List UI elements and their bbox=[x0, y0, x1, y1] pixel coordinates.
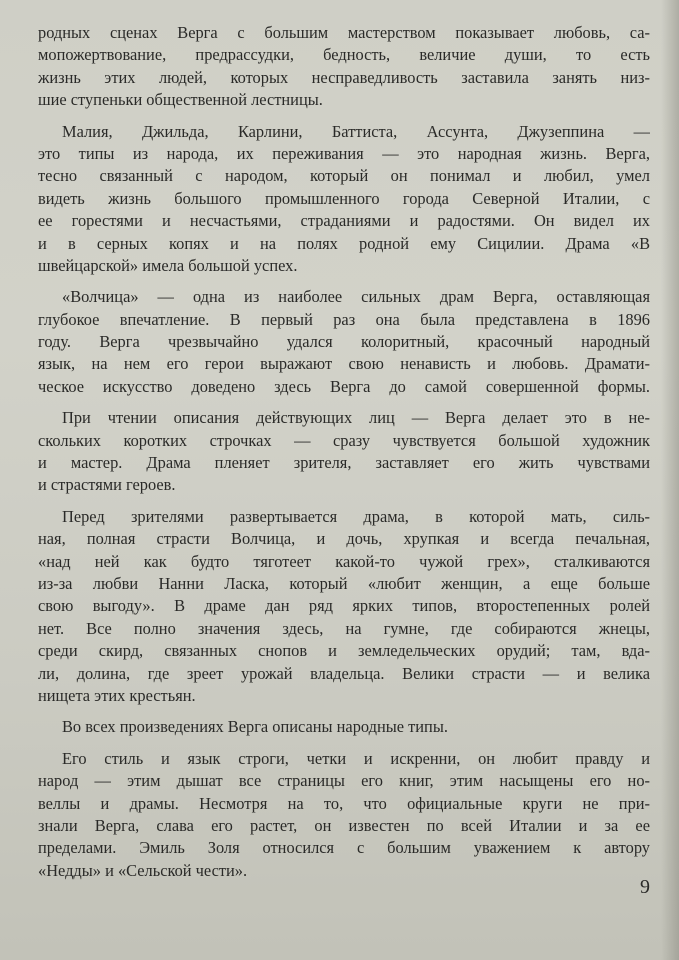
paragraph bbox=[38, 121, 650, 278]
text-line: скольких коротких строчках — сразу чувствуется большой художник bbox=[38, 430, 650, 450]
text-line: ее горестями и несчастьями, страданиями и радостями. Он видел их bbox=[38, 211, 650, 231]
text-line: «Волчица» — одна из наиболее сильных драм Верга, оставляющая bbox=[62, 287, 650, 307]
text-line: видеть жизнь большого промышленного города Северной Италии, с bbox=[38, 188, 650, 208]
text-line: свою выгоду». В драме дан ряд ярких типов, второстепенных ролей bbox=[38, 596, 650, 616]
text-line: и в серных копях и на полях родной ему Сицилии. Драма «В bbox=[38, 233, 650, 253]
text-line: нет. Все полно значения здесь, на гумне, где собираются жнецы, bbox=[38, 618, 650, 638]
text-line: среди скирд, связанных снопов и земледельческих орудий; там, вда- bbox=[38, 641, 650, 661]
text-line: пределами. Эмиль Золя относился с большим уважением к автору bbox=[38, 838, 650, 858]
text-line: из-за любви Нанни Ласка, который «любит женщин, а еще больше bbox=[38, 573, 650, 593]
text-line: «Недды» и «Сельской чести». bbox=[38, 860, 248, 880]
text-line: ли, долина, где зреет урожай владельца. Велики страсти — и велика bbox=[38, 663, 650, 683]
text-line: ная, полная страсти Волчица, и дочь, хрупкая и всегда печальная, bbox=[38, 529, 650, 549]
text-line: При чтении описания действующих лиц — Верга делает это в не- bbox=[62, 408, 650, 428]
paragraph bbox=[38, 506, 650, 708]
text-line: жизнь этих людей, которых несправедливость заставила занять низ- bbox=[38, 67, 650, 87]
page-number: 9 bbox=[640, 876, 650, 898]
paragraph bbox=[38, 716, 650, 738]
text-line: родных сценах Верга с большим мастерством показывает любовь, са- bbox=[38, 23, 650, 42]
paragraph bbox=[38, 748, 650, 882]
text-line: Перед зрителями развертывается драма, в которой мать, силь- bbox=[62, 506, 650, 526]
paragraph bbox=[38, 22, 650, 112]
paragraph bbox=[38, 286, 650, 398]
text-line: знали Верга, слава его растет, он известен по всей Италии и за ее bbox=[38, 815, 650, 835]
text-line: швейцарской» имела большой успех. bbox=[38, 255, 298, 275]
text-line: шие ступеньки общественной лестницы. bbox=[38, 90, 323, 110]
text-line: это типы из народа, их переживания — это народная жизнь. Верга, bbox=[38, 143, 650, 163]
text-line: Его стиль и язык строги, четки и искренни, он любит правду и bbox=[62, 748, 650, 768]
body-text bbox=[38, 22, 650, 882]
text-line: тесно связанный с народом, который он понимал и любил, умел bbox=[38, 166, 650, 186]
text-line: и страстями героев. bbox=[38, 475, 176, 495]
text-line: Во всех произведениях Верга описаны народные типы. bbox=[62, 717, 448, 737]
text-line: Малия, Джильда, Карлини, Баттиста, Ассунта, Джузеппина — bbox=[62, 121, 650, 141]
paragraph bbox=[38, 407, 650, 497]
text-line: ческое искусство доведено здесь Верга до самой совершенной формы. bbox=[38, 376, 650, 396]
text-line: язык, на нем его герои выражают свою ненависть и любовь. Драмати- bbox=[38, 354, 650, 374]
text-line: глубокое впечатление. В первый раз она была представлена в 1896 bbox=[38, 309, 650, 329]
text-line: нищета этих крестьян. bbox=[38, 685, 196, 705]
text-line: «над ней как будто тяготеет какой-то чужой грех», сталкиваются bbox=[38, 551, 650, 571]
text-line: народ — этим дышат все страницы его книг, этим насыщены его но- bbox=[38, 771, 650, 791]
text-line: веллы и драмы. Несмотря на то, что официальные круги не при- bbox=[38, 793, 650, 813]
text-line: и мастер. Драма пленяет зрителя, заставляет его жить чувствами bbox=[38, 453, 650, 473]
text-line: году. Верга чрезвычайно удался колоритный, красочный народный bbox=[38, 332, 650, 352]
text-line: мопожертвование, предрассудки, бедность, величие души, то есть bbox=[38, 45, 650, 65]
